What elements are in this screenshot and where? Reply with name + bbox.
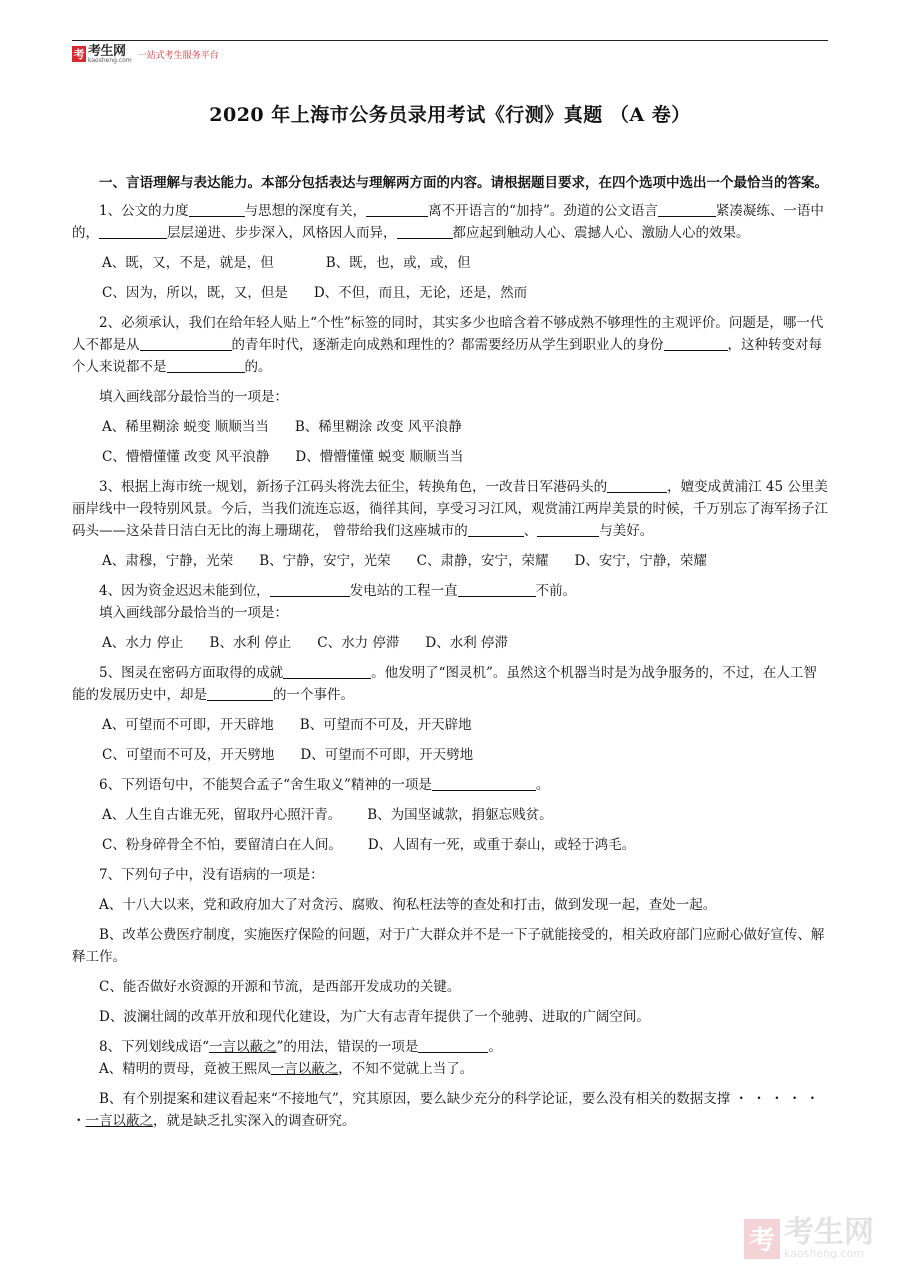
logo-slogan: 一站式考生服务平台: [137, 50, 219, 61]
question-8: 8、下列划线成语“一言以蔽之”的用法，错误的一项是 。: [99, 1039, 502, 1055]
option-d: D、水利 停滞: [425, 635, 509, 651]
answer-blank: [283, 664, 371, 679]
question-2-prompt: 填入画线部分最恰当的一项是：: [99, 389, 288, 405]
question-4-options: [72, 632, 828, 654]
page-header: [72, 40, 828, 66]
watermark-mark: 考: [744, 1219, 780, 1259]
answer-blank: [664, 336, 728, 351]
page-title: 2020 年上海市公务员录用考试《行测》真题 （A 卷）: [209, 104, 691, 126]
option-a: A、水力 停止: [102, 635, 184, 651]
answer-blank: [537, 522, 599, 537]
question-5-options-cd: [72, 744, 828, 766]
logo-name: 考生网: [88, 43, 126, 59]
option-d: D、懵懵懂懂 蜕变 顺顺当当: [295, 449, 464, 465]
question-3: 3、根据上海市统一规划，新扬子江码头将洗去征尘，转换角色，一改昔日军港码头的 ，嬗变成黄浦江 45 公里美丽岸线中一段特别风景。今后，当我们流连忘返，徜徉其间，享受习习江风，观赏浦江两岸美景的时候，千万别忘了海军扬子江码头——这朵昔日洁白无比的海上珊瑚花， 曾带给我们这座城市的 、 与美好。: [72, 479, 828, 539]
header-rule: [72, 40, 828, 41]
option-b: B、宁静，安宁，光荣: [259, 553, 391, 569]
option-a: A、人生自古谁无死，留取丹心照汗青。: [102, 807, 342, 823]
answer-blank: [418, 1038, 488, 1053]
answer-blank: [468, 522, 524, 537]
answer-blank: [140, 336, 232, 351]
option-c: C、粉身碎骨全不怕，要留清白在人间。: [102, 837, 342, 853]
question-1-options-ab: [72, 252, 828, 274]
option-b: B、可望而不可及，开天辟地: [299, 717, 472, 733]
answer-blank: [607, 478, 667, 493]
answer-blank: [167, 358, 245, 373]
document-body: [72, 172, 828, 1132]
option-c: C、因为，所以，既，又，但是: [102, 285, 288, 301]
section-heading: 一、言语理解与表达能力。本部分包括表达与理解两方面的内容。请根据题目要求，在四个选项中选出一个最恰当的答案。: [99, 175, 828, 191]
answer-blank: [397, 224, 453, 239]
option-a: A、可望而不可即，开天辟地: [102, 717, 274, 733]
option-c: C、水力 停滞: [317, 635, 400, 651]
logo-domain: kaosheng.com: [88, 56, 132, 64]
question-6-options-ab: [72, 804, 828, 826]
option-d: D、安宁，宁静，荣耀: [574, 553, 707, 569]
question-5: 5、图灵在密码方面取得的成就 。他发明了“图灵机”。虽然这个机器当时是为战争服务的，不过，在人工智能的发展历史中，却是 的一个事件。: [72, 665, 817, 703]
option-b: B、既，也，或，或，但: [325, 255, 471, 271]
question-7: 7、下列句子中，没有语病的一项是：: [99, 867, 324, 883]
question-2: 2、必须承认，我们在给年轻人贴上“个性”标签的同时，其实多少也暗含着不够成熟不够理性的主观评价。问题是，哪一代人不都是从 的青年时代，逐渐走向成熟和理性的？都需要经历从学生到职业人的身份 ，这种转变对每个人来说都不是 的。: [72, 315, 824, 375]
answer-blank: [458, 582, 536, 597]
option-a: A、既，又，不是，就是，但: [102, 255, 274, 271]
option-a: A、肃穆，宁静，光荣: [102, 553, 234, 569]
question-4-prompt: 填入画线部分最恰当的一项是：: [99, 605, 288, 621]
question-6-options-cd: [72, 834, 828, 856]
question-4: 4、因为资金迟迟未能到位， 发电站的工程一直 不前。: [99, 583, 577, 599]
watermark-logo: [744, 1215, 874, 1260]
option-b: B、有个别提案和建议看起来“不接地气”，究其原因，要么缺少充分的科学论证，要么没有相关的数据支撑 ・ ・ ・ ・ ・ ・一言以蔽之，就是缺乏扎实深入的调查研究。: [72, 1091, 820, 1129]
answer-blank: [270, 582, 350, 597]
question-1: 1、公文的力度 与思想的深度有关， 离不开语言的“加持”。劲道的公文语言 紧凑凝练、一语中的， 层层递进、步步深入，风格因人而异， 都应起到触动人心、震撼人心、激励人心的效果。: [72, 203, 824, 241]
option-b: B、稀里糊涂 改变 风平浪静: [294, 419, 462, 435]
question-2-options-ab: [72, 416, 828, 438]
question-3-options: [72, 550, 828, 572]
underlined-idiom: 一言以蔽之: [85, 1113, 153, 1129]
question-1-options-cd: [72, 282, 828, 304]
option-c: C、懵懵懂懂 改变 风平浪静: [102, 449, 270, 465]
question-2-options-cd: [72, 446, 828, 468]
option-d: D、可望而不可即，开天劈地: [300, 747, 474, 763]
option-a: A、十八大以来，党和政府加大了对贪污、腐败、徇私枉法等的查处和打击，做到发现一起，查处一起。: [99, 897, 717, 913]
option-a: A、稀里糊涂 蜕变 顺顺当当: [102, 419, 269, 435]
watermark-name: 考生网: [784, 1215, 874, 1250]
option-b: B、改革公费医疗制度，实施医疗保险的问题，对于广大群众并不是一下子就能接受的，相关政府部门应耐心做好宣传、解释工作。: [72, 927, 825, 965]
answer-blank: [99, 224, 167, 239]
watermark-text: [784, 1215, 874, 1260]
option-c: C、可望而不可及，开天劈地: [102, 747, 275, 763]
option-d: D、人固有一死，或重于泰山，或轻于鸿毛。: [367, 837, 636, 853]
question-5-options-ab: [72, 714, 828, 736]
option-d: D、波澜壮阔的改革开放和现代化建设，为广大有志青年提供了一个驰骋、进取的广阔空间。: [99, 1009, 650, 1025]
option-a: A、精明的贾母，竟被王熙凤一言以蔽之，不知不觉就上当了。: [99, 1061, 474, 1077]
underlined-idiom: 一言以蔽之: [270, 1061, 339, 1077]
question-6: 6、下列语句中，不能契合孟子“舍生取义”精神的一项是 。: [99, 777, 550, 793]
answer-blank: [207, 686, 273, 701]
option-b: B、为国坚诚款，捐躯忘贱贫。: [367, 807, 553, 823]
watermark-domain: kaosheng.com: [784, 1247, 865, 1260]
site-logo[interactable]: [72, 43, 219, 65]
logo-text: [88, 45, 132, 64]
logo-mark: 考: [73, 48, 85, 61]
answer-blank: [366, 202, 428, 217]
answer-blank: [432, 776, 536, 791]
option-d: D、不但，而且，无论，还是，然而: [313, 285, 528, 301]
option-b: B、水利 停止: [209, 635, 292, 651]
option-c: C、能否做好水资源的开源和节流，是西部开发成功的关键。: [99, 979, 461, 995]
answer-blank: [658, 202, 716, 217]
underlined-idiom: 一言以蔽之: [209, 1039, 277, 1055]
answer-blank: [189, 202, 245, 217]
option-c: C、肃静，安宁，荣耀: [416, 553, 549, 569]
